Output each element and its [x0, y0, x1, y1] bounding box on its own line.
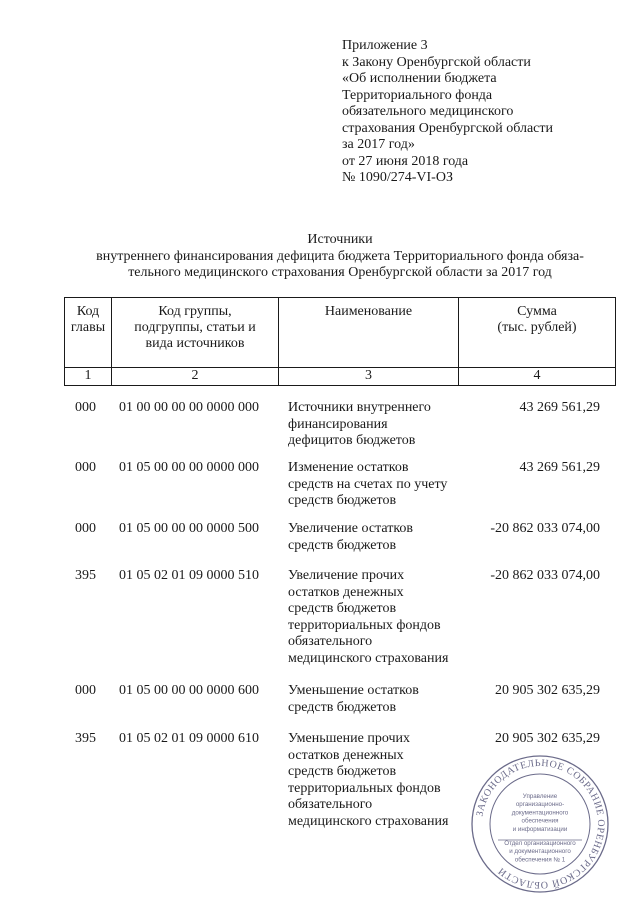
header-chapter-code: Код главы [65, 298, 112, 368]
header-group-code: Код группы, подгруппы, статьи и вида источников [112, 298, 279, 368]
source-code: 01 05 00 00 00 0000 600 [119, 683, 259, 698]
amount: 20 905 302 635,29 [495, 683, 600, 698]
source-code: 01 05 02 01 09 0000 510 [119, 568, 259, 583]
column-number: 3 [279, 368, 459, 386]
chapter-code: 000 [75, 683, 96, 698]
amount: -20 862 033 074,00 [490, 568, 600, 583]
chapter-code: 395 [75, 731, 96, 746]
amount: 43 269 561,29 [519, 460, 600, 475]
source-name: Изменение остатков средств на счетах по учету средств бюджетов [288, 460, 448, 508]
official-stamp [470, 754, 610, 894]
appendix-line: страхования Оренбургской области [342, 120, 553, 136]
header-name: Наименование [279, 298, 459, 368]
appendix-line: Приложение 3 [342, 38, 428, 53]
column-number: 1 [65, 368, 112, 386]
source-code: 01 00 00 00 00 0000 000 [119, 400, 259, 415]
appendix-line: от 27 июня 2018 года [342, 153, 469, 169]
stamp-inner-line: документационного [511, 809, 569, 817]
source-name: Уменьшение остатков средств бюджетов [288, 683, 419, 715]
column-number: 2 [112, 368, 279, 386]
column-number: 4 [459, 368, 616, 386]
appendix-line: к Закону Оренбургской области [342, 54, 531, 70]
stamp-inner-text [498, 793, 582, 863]
source-name: Источники внутреннего финансирования дефицитов бюджетов [288, 400, 431, 448]
chapter-code: 395 [75, 568, 96, 583]
stamp-inner-line: и документационного [509, 848, 571, 856]
stamp-inner-line: Отдел организационного [504, 840, 576, 847]
source-name: Увеличение прочих остатков денежных средств бюджетов территориальных фондов обязательного медицинского страхования [288, 568, 449, 666]
amount: 20 905 302 635,29 [495, 731, 600, 746]
amount: -20 862 033 074,00 [490, 521, 600, 536]
stamp-ring-text: ЗАКОНОДАТЕЛЬНОЕ СОБРАНИЕ ОРЕНБУРГСКОЙ ОБЛАСТИ [474, 757, 607, 891]
appendix-line: № 1090/274-VI-ОЗ [342, 170, 453, 185]
stamp-inner-line: обеспечения [521, 817, 559, 825]
source-name: Уменьшение прочих остатков денежных средств бюджетов территориальных фондов обязательного медицинского страхования [288, 731, 449, 829]
source-code: 01 05 00 00 00 0000 500 [119, 521, 259, 536]
header-amount: Сумма (тыс. рублей) [459, 298, 616, 368]
appendix-line: за 2017 год» [342, 137, 415, 152]
source-name: Увеличение остатков средств бюджетов [288, 521, 414, 553]
appendix-line: обязательного медицинского [342, 104, 514, 119]
amount: 43 269 561,29 [519, 400, 600, 415]
title-line: Источники [307, 232, 373, 247]
document-title [60, 232, 620, 282]
title-line: тельного медицинского страхования Оренбургской области за 2017 год [128, 265, 552, 280]
chapter-code: 000 [75, 460, 96, 475]
chapter-code: 000 [75, 521, 96, 536]
source-code: 01 05 00 00 00 0000 000 [119, 460, 259, 475]
appendix-header [342, 38, 632, 187]
chapter-code: 000 [75, 400, 96, 415]
stamp-inner-line: и информатизации [512, 825, 568, 833]
sources-table-header [64, 297, 616, 386]
title-line: внутреннего финансирования дефицита бюджета Территориального фонда обяза- [96, 248, 584, 264]
appendix-line: Территориального фонда [342, 87, 493, 103]
appendix-line: «Об исполнении бюджета [342, 71, 497, 86]
source-code: 01 05 02 01 09 0000 610 [119, 731, 259, 746]
stamp-inner-line: организационно- [515, 801, 565, 809]
stamp-inner-line: обеспечения № 1 [514, 856, 566, 864]
stamp-inner-line: Управление [522, 793, 558, 800]
